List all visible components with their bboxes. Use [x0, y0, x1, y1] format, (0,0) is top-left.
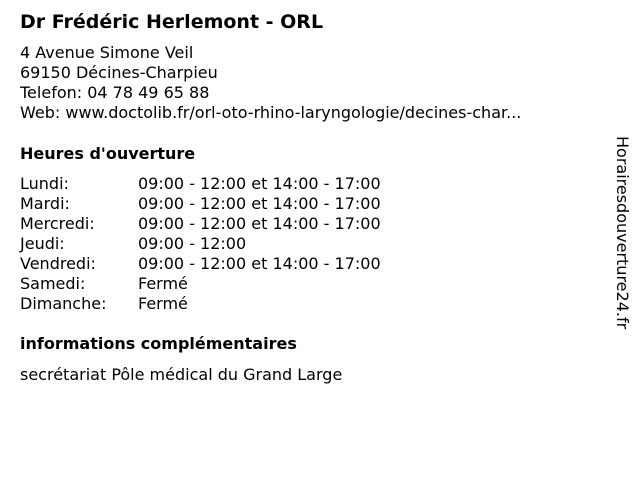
- hours-row-friday: [20, 254, 381, 274]
- day-hours: 09:00 - 12:00 et 14:00 - 17:00: [138, 194, 381, 213]
- day-hours: 09:00 - 12:00: [138, 234, 247, 253]
- phone-number[interactable]: Telefon: 04 78 49 65 88: [20, 83, 210, 102]
- address-city: 69150 Décines-Charpieu: [20, 63, 218, 82]
- address-block: [20, 43, 521, 123]
- day-hours: 09:00 - 12:00 et 14:00 - 17:00: [138, 174, 381, 193]
- hours-row-wednesday: [20, 214, 381, 234]
- hours-row-sunday: [20, 294, 381, 314]
- hours-row-monday: [20, 174, 381, 194]
- page-title: Dr Frédéric Herlemont - ORL: [20, 11, 324, 33]
- additional-info-heading: informations complémentaires: [20, 334, 297, 353]
- day-label: Mercredi:: [20, 214, 95, 233]
- day-label: Lundi:: [20, 174, 69, 193]
- opening-hours-heading: Heures d'ouverture: [20, 144, 196, 163]
- day-hours: Fermé: [138, 274, 188, 293]
- opening-hours-table: [20, 174, 381, 314]
- day-label: Samedi:: [20, 274, 86, 293]
- day-label: Mardi:: [20, 194, 70, 213]
- website-link[interactable]: Web: www.doctolib.fr/orl-oto-rhino-laryngologie/decines-char...: [20, 103, 522, 122]
- side-watermark: Horairesdouverture24.fr: [613, 136, 632, 330]
- hours-row-tuesday: [20, 194, 381, 214]
- additional-info-text: secrétariat Pôle médical du Grand Large: [20, 365, 343, 384]
- day-label: Jeudi:: [20, 234, 65, 253]
- day-hours: Fermé: [138, 294, 188, 313]
- day-label: Vendredi:: [20, 254, 96, 273]
- hours-row-thursday: [20, 234, 381, 254]
- day-hours: 09:00 - 12:00 et 14:00 - 17:00: [138, 254, 381, 273]
- hours-row-saturday: [20, 274, 381, 294]
- day-label: Dimanche:: [20, 294, 107, 313]
- address-street: 4 Avenue Simone Veil: [20, 43, 194, 62]
- day-hours: 09:00 - 12:00 et 14:00 - 17:00: [138, 214, 381, 233]
